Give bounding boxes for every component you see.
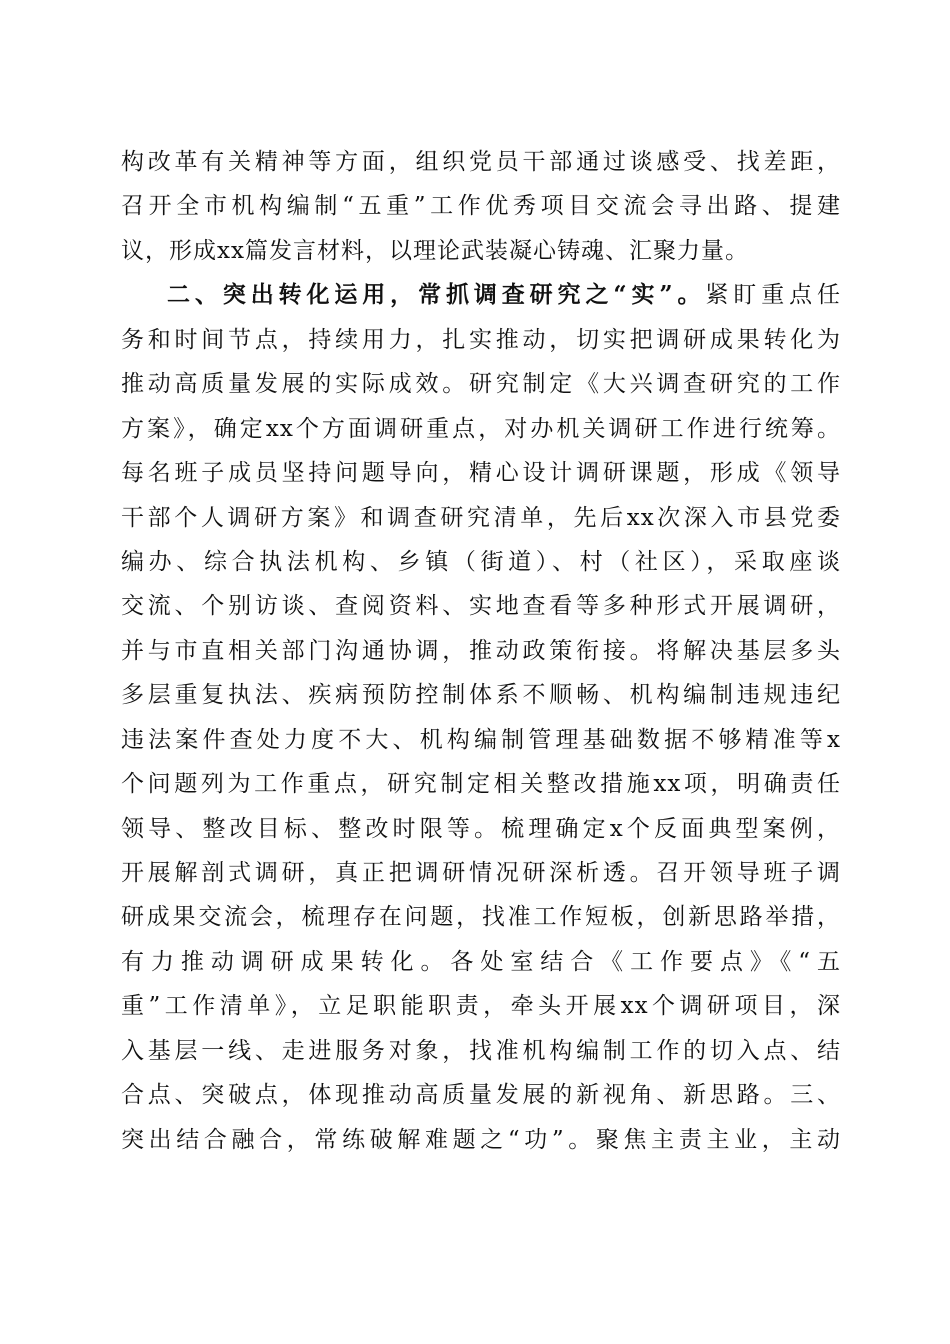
text-line: 违法案件查处力度不大、机构编制管理基础数据不够精准等x bbox=[121, 726, 841, 753]
body-text bbox=[121, 140, 841, 1162]
text-line: 个问题列为工作重点，研究制定相关整改措施xx项，明确责任 bbox=[121, 771, 841, 798]
text-segment: 紧盯重点任 bbox=[705, 282, 841, 309]
text-line: 合点、突破点，体现推动高质量发展的新视角、新思路。三、 bbox=[121, 1082, 841, 1109]
text-line: 召开全市机构编制“五重”工作优秀项目交流会寻出路、提建 bbox=[121, 193, 841, 220]
text-line: 入基层一线、走进服务对象，找准机构编制工作的切入点、结 bbox=[121, 1037, 841, 1064]
text-line: 务和时间节点，持续用力，扎实推动，切实把调研成果转化为 bbox=[121, 326, 841, 353]
text-line: 交流、个别访谈、查阅资料、实地查看等多种形式开展调研， bbox=[121, 593, 841, 620]
text-line: 重”工作清单》，立足职能职责，牵头开展xx个调研项目，深 bbox=[121, 993, 841, 1020]
text-line: 领导、整改目标、整改时限等。梳理确定x个反面典型案例， bbox=[121, 815, 841, 842]
section-heading: 二、突出转化运用，常抓调查研究之“实”。 bbox=[167, 281, 706, 309]
text-line: 开展解剖式调研，真正把调研情况研深析透。召开领导班子调 bbox=[121, 860, 841, 886]
text-line: 构改革有关精神等方面，组织党员干部通过谈感受、找差距， bbox=[121, 149, 841, 175]
text-line: 干部个人调研方案》和调查研究清单，先后xx次深入市县党委 bbox=[121, 504, 841, 531]
section-heading-line bbox=[121, 273, 841, 317]
text-line: 每名班子成员坚持问题导向，精心设计调研课题，形成《领导 bbox=[121, 460, 841, 487]
text-line: 研成果交流会，梳理存在问题，找准工作短板，创新思路举措， bbox=[121, 904, 841, 931]
text-line: 突出结合融合，常练破解难题之“功”。聚焦主责主业，主动 bbox=[121, 1126, 841, 1153]
text-line: 议，形成xx篇发言材料，以理论武装凝心铸魂、汇聚力量。 bbox=[121, 237, 749, 264]
text-line: 编办、综合执法机构、乡镇（街道）、村（社区），采取座谈 bbox=[121, 548, 841, 575]
text-line: 方案》，确定xx个方面调研重点，对办机关调研工作进行统筹。 bbox=[121, 415, 841, 442]
text-line: 推动高质量发展的实际成效。研究制定《大兴调查研究的工作 bbox=[121, 371, 841, 398]
text-line: 并与市直相关部门沟通协调，推动政策衔接。将解决基层多头 bbox=[121, 637, 841, 664]
text-line: 多层重复执法、疾病预防控制体系不顺畅、机构编制违规违纪 bbox=[121, 682, 841, 709]
text-line: 有力推动调研成果转化。各处室结合《工作要点》《“五 bbox=[121, 948, 841, 975]
